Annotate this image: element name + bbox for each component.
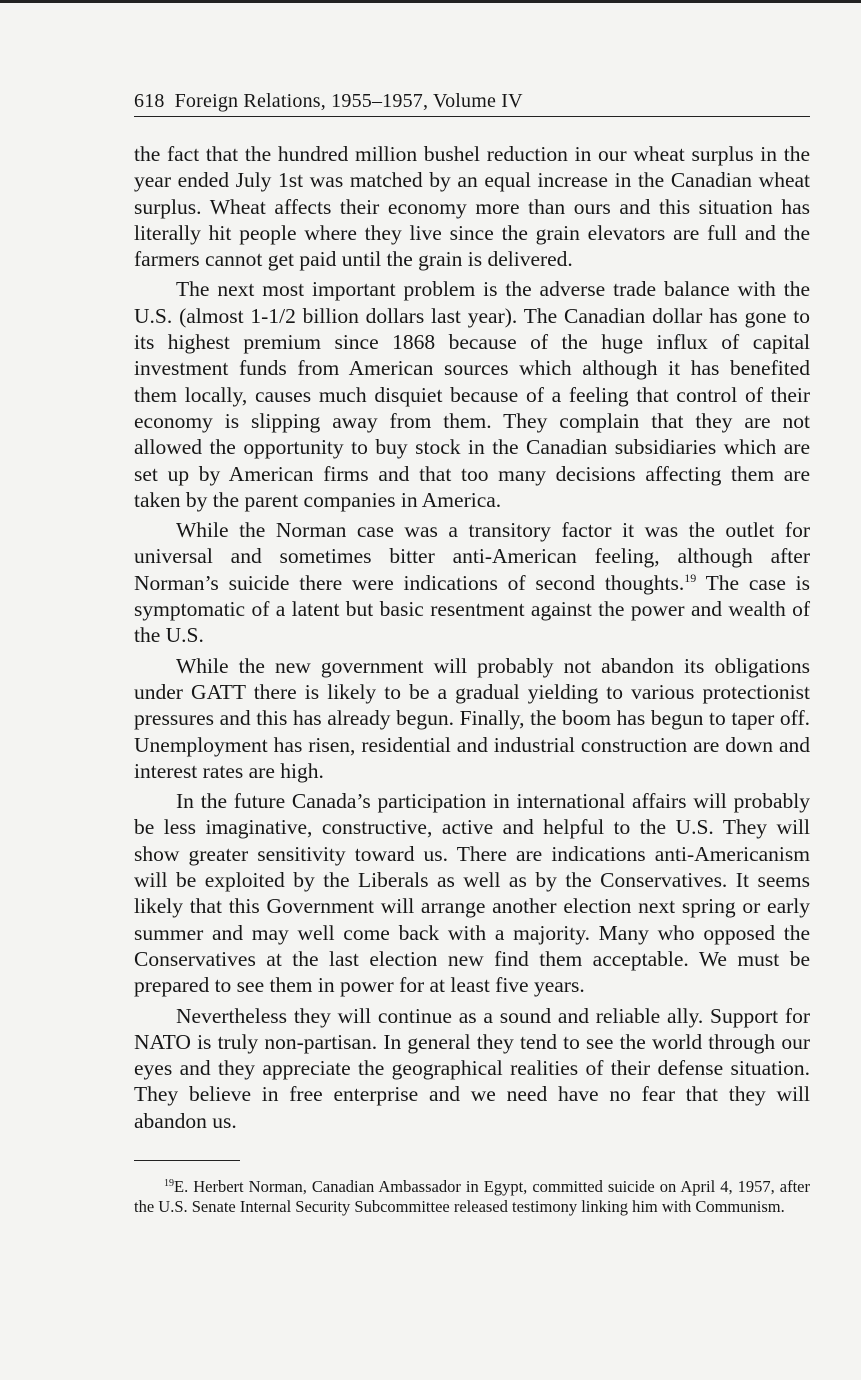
paragraph-3-text-before: While the Norman case was a transitory factor it was the outlet for universal and sometimes bitter anti-American feeling, although after Norman’s suicide there were indications of second thoughts. (134, 518, 810, 595)
footnote-text: E. Herbert Norman, Canadian Ambassador in Egypt, committed suicide on April 4, 1957, after the U.S. Senate Internal Security Subcommittee released testimony linking him with Communism. (134, 1177, 810, 1217)
paragraph-4: While the new government will probably not abandon its obligations under GATT there is likely to be a gradual yielding to various protectionist pressures and this has already begun. Finally, the boom has begun to taper off. Unemployment has risen, residential and industrial construction are down and interest rates are high. (134, 653, 810, 783)
running-header (134, 88, 810, 117)
footnote-reference: 19 (684, 570, 697, 585)
footnote-number: 19 (164, 1178, 174, 1190)
paragraph-5: In the future Canada’s participation in international affairs will probably be less imaginative, constructive, active and helpful to the U.S. They will show greater sensitivity toward us. There are indications anti-Americanism will be exploited by the Liberals as well as by the Conservatives. It seems likely that this Government will arrange another election next spring or early summer and may well come back with a majority. Many who opposed the Conservatives at the last election new find them acceptable. We must be prepared to see them in power for at least five years. (134, 789, 810, 998)
paragraph-3-text-after: The case is symptomatic of a latent but basic resentment against the power and wealth of the U.S. (134, 570, 810, 648)
page-number: 618 (134, 90, 165, 112)
paragraph-6: Nevertheless they will continue as a sound and reliable ally. Support for NATO is truly non-partisan. In general they tend to see the world through our eyes and they appreciate the geographical realities of their defense situation. They believe in free enterprise and we need have no fear that they will abandon us. (134, 1003, 810, 1133)
footnote (134, 1177, 810, 1217)
page-top-border (0, 0, 861, 3)
paragraph-1: the fact that the hundred million bushel reduction in our wheat surplus in the year ended July 1st was matched by an equal increase in the Canadian wheat surplus. Wheat affects their economy more than ours and this situation has literally hit people where they live since the grain elevators are full and the farmers cannot get paid until the grain is delivered. (134, 142, 810, 272)
body-text (134, 141, 810, 1134)
paragraph-3 (134, 517, 810, 648)
publication-title: Foreign Relations, 1955–1957, Volume IV (174, 90, 523, 112)
footnote-divider (134, 1160, 240, 1162)
paragraph-2: The next most important problem is the adverse trade balance with the U.S. (almost 1-1/2 billion dollars last year). The Canadian dollar has gone to its highest premium since 1868 because of the huge influx of capital investment funds from American sources which although it has benefited them locally, causes much disquiet because of a feeling that control of their economy is slipping away from them. They complain that they are not allowed the opportunity to buy stock in the Canadian subsidiaries which are set up by American firms and that too many decisions affecting them are taken by the parent companies in America. (134, 277, 810, 512)
document-page (134, 88, 810, 1217)
